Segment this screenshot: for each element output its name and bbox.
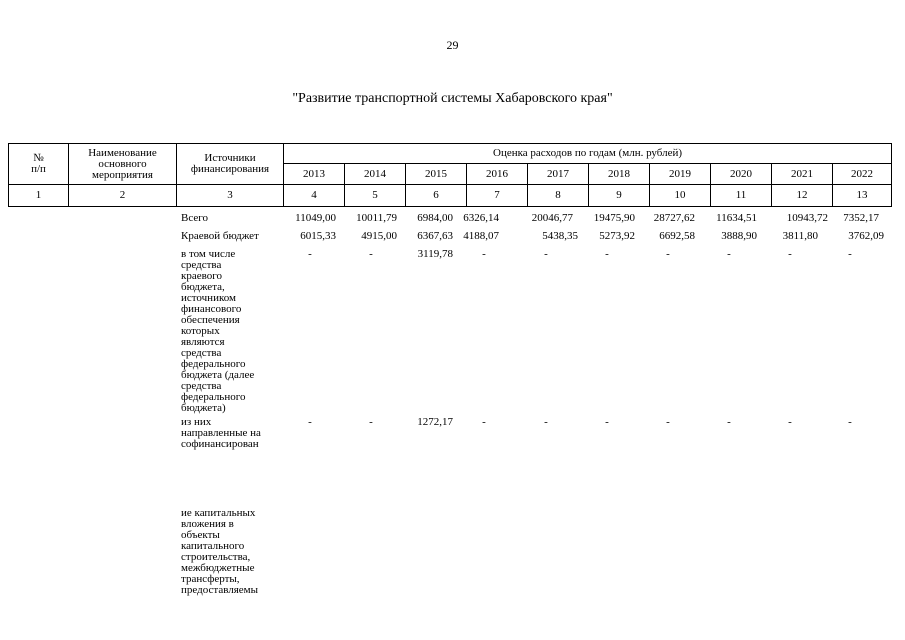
row-value: 10943,72: [786, 212, 828, 224]
row-value: 3888,90: [721, 230, 757, 242]
header-year: 2015: [406, 164, 467, 185]
row-value: -: [369, 248, 373, 260]
row-value: -: [308, 416, 312, 428]
row-value: -: [605, 416, 609, 428]
header-col-source: Источники финансирования: [177, 144, 284, 185]
column-number: 5: [345, 185, 406, 207]
column-number: 13: [833, 185, 892, 207]
column-number: 7: [467, 185, 528, 207]
row-source: ие капитальных вложения в объекты капитального строительства, межбюджетные трансферты, предоставляемы: [181, 507, 259, 596]
row-value: -: [788, 416, 792, 428]
row-value: -: [727, 248, 731, 260]
header-year: 2020: [711, 164, 772, 185]
column-number: 3: [177, 185, 284, 207]
header-year: 2018: [589, 164, 650, 185]
row-value: -: [666, 416, 670, 428]
row-value: -: [482, 248, 486, 260]
row-value: -: [848, 416, 852, 428]
row-value: 7352,17: [843, 212, 879, 224]
column-number: 4: [284, 185, 345, 207]
row-value: -: [482, 416, 486, 428]
column-number: 2: [69, 185, 177, 207]
header-year: 2013: [284, 164, 345, 185]
row-value: -: [544, 416, 548, 428]
row-value: -: [308, 248, 312, 260]
row-value: 6326,14: [463, 212, 499, 224]
row-value: -: [605, 248, 609, 260]
row-value: 6984,00: [417, 212, 453, 224]
column-number: 11: [711, 185, 772, 207]
row-value: 5438,35: [542, 230, 578, 242]
header-year: 2017: [528, 164, 589, 185]
page-number: 29: [446, 38, 459, 52]
row-value: -: [544, 248, 548, 260]
row-value: 10011,79: [356, 212, 397, 224]
header-year: 2019: [650, 164, 711, 185]
row-value: 3811,80: [782, 230, 818, 242]
row-value: -: [848, 248, 852, 260]
header-year: 2021: [772, 164, 833, 185]
row-value: 28727,62: [653, 212, 695, 224]
row-value: 20046,77: [531, 212, 573, 224]
row-value: -: [369, 416, 373, 428]
row-value: 4915,00: [361, 230, 397, 242]
row-value: 3762,09: [848, 230, 884, 242]
row-value: 1272,17: [417, 416, 453, 428]
column-number: 10: [650, 185, 711, 207]
row-value: 3119,78: [417, 248, 453, 260]
row-value: 11634,51: [716, 212, 757, 224]
column-number: 8: [528, 185, 589, 207]
row-source: из них направленные на софинансирован: [181, 416, 261, 450]
header-col-number: № п/п: [9, 144, 69, 185]
column-number: 9: [589, 185, 650, 207]
header-year: 2014: [345, 164, 406, 185]
row-value: 19475,90: [593, 212, 635, 224]
row-source: Всего: [181, 212, 208, 224]
header-col-measure: Наименование основного мероприятия: [69, 144, 177, 185]
row-value: 6367,63: [417, 230, 453, 242]
header-table: [8, 143, 892, 207]
header-year: 2022: [833, 164, 892, 185]
row-value: -: [666, 248, 670, 260]
column-number: 12: [772, 185, 833, 207]
header-year: 2016: [467, 164, 528, 185]
header-estimate: Оценка расходов по годам (млн. рублей): [284, 144, 892, 164]
column-number: 1: [9, 185, 69, 207]
row-value: 6015,33: [300, 230, 336, 242]
row-value: 6692,58: [659, 230, 695, 242]
row-value: 4188,07: [463, 230, 499, 242]
row-source: Краевой бюджет: [181, 230, 259, 242]
row-source: в том числе средства краевого бюджета, источником финансового обеспечения которых являются средства федерального бюджета (далее средства федерального бюджета): [181, 248, 255, 414]
column-number: 6: [406, 185, 467, 207]
document-title: "Развитие транспортной системы Хабаровского края": [292, 91, 613, 106]
row-value: -: [727, 416, 731, 428]
row-value: -: [788, 248, 792, 260]
row-value: 5273,92: [599, 230, 635, 242]
row-value: 11049,00: [295, 212, 336, 224]
